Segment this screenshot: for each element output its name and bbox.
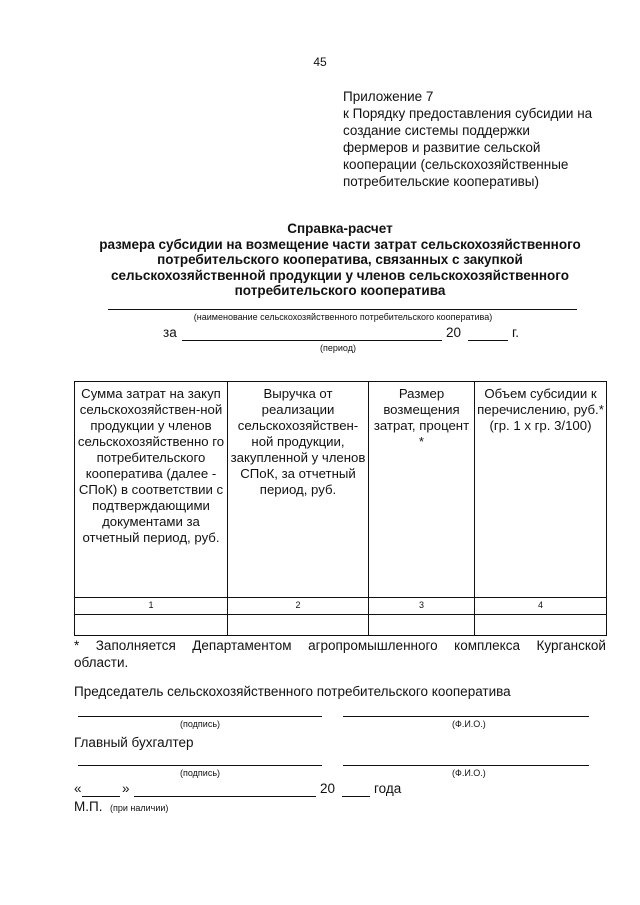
footnote-word: * xyxy=(74,638,80,653)
header-cell-subsidy: Объем субсидии к перечислению, руб.* (гр. 1 х гр. 3/100) xyxy=(475,382,607,598)
stamp-label: М.П. xyxy=(74,799,103,814)
footnote-word: Департаментом xyxy=(192,638,292,653)
period-year-suffix: г. xyxy=(512,325,520,340)
title-line: Справка-расчет xyxy=(287,221,393,236)
date-year-line[interactable] xyxy=(342,796,370,797)
period-line[interactable] xyxy=(182,340,442,341)
accountant-signature-line[interactable] xyxy=(78,765,322,766)
stamp-note: (при наличии) xyxy=(110,803,169,813)
appendix-line: кооперации (сельскохозяйственные xyxy=(343,157,569,172)
footnote-line-2: области. xyxy=(74,655,129,670)
chairman-label: Председатель сельскохозяйственного потребительского кооператива xyxy=(74,684,511,699)
title-line: потребительского кооператива xyxy=(234,283,446,298)
period-year-line[interactable] xyxy=(468,340,508,341)
accountant-fio-caption: (Ф.И.О.) xyxy=(452,768,486,778)
footnote-word: Заполняется xyxy=(95,638,176,653)
appendix-line: Приложение 7 xyxy=(343,89,434,104)
accountant-label: Главный бухгалтер xyxy=(74,735,194,750)
date-year-suffix: года xyxy=(374,781,402,796)
column-number: 4 xyxy=(475,598,607,615)
chairman-fio-caption: (Ф.И.О.) xyxy=(452,719,486,729)
title-line: сельскохозяйственной продукции у членов сельскохозяйственного xyxy=(111,267,569,283)
footnote-word: агропромышленного xyxy=(308,638,438,653)
data-cell[interactable] xyxy=(369,615,475,636)
appendix-line: потребительские кооперативы) xyxy=(343,174,540,189)
cooperative-name-caption: (наименование сельскохозяйственного потребительского кооператива) xyxy=(193,312,493,322)
chairman-signature-line[interactable] xyxy=(78,716,322,717)
page-number: 45 xyxy=(313,55,327,69)
date-year-prefix: 20 xyxy=(320,781,336,796)
chairman-signature-caption: (подпись) xyxy=(180,719,221,729)
column-number: 3 xyxy=(369,598,475,615)
table-header-row xyxy=(75,382,607,598)
data-cell[interactable] xyxy=(228,615,369,636)
date-close-quote: » xyxy=(122,781,130,796)
chairman-fio-line[interactable] xyxy=(343,716,589,717)
period-prefix: за xyxy=(163,325,177,340)
footnote xyxy=(74,637,606,671)
document-title xyxy=(60,221,620,299)
table-data-row xyxy=(75,615,607,636)
cooperative-name-line[interactable] xyxy=(108,309,577,310)
appendix-line: фермеров и развитие сельской xyxy=(343,140,541,155)
data-cell[interactable] xyxy=(475,615,607,636)
date-day-line[interactable] xyxy=(82,796,120,797)
period-caption: (период) xyxy=(320,343,356,353)
calculation-table xyxy=(74,381,607,636)
date-open-quote: « xyxy=(74,781,82,796)
header-cell-rate: Размер возмещения затрат, процент * xyxy=(369,382,475,598)
period-year-prefix: 20 xyxy=(446,325,462,340)
appendix-line: создание системы поддержки xyxy=(343,123,530,138)
appendix-heading xyxy=(343,88,628,190)
title-line: размера субсидии на возмещение части затрат сельскохозяйственного xyxy=(99,236,581,252)
column-number: 2 xyxy=(228,598,369,615)
title-line: потребительского кооператива, связанных с закупкой xyxy=(157,252,523,267)
column-number-row xyxy=(75,598,607,615)
header-cell-costs: Сумма затрат на закуп сельскохозяйствен-ной продукции у членов сельскохозяйственно го потребительского кооператива (далее - СПоК) в соответствии с подтверждающими документами за отчетный период, руб. xyxy=(75,382,228,598)
header-cell-revenue: Выручка от реализации сельскохозяйствен-ной продукции, закупленной у членов СПоК, за отчетный период, руб. xyxy=(228,382,369,598)
accountant-fio-line[interactable] xyxy=(343,765,589,766)
data-cell[interactable] xyxy=(75,615,228,636)
date-month-line[interactable] xyxy=(134,796,316,797)
appendix-line: к Порядку предоставления субсидии на xyxy=(343,106,593,121)
column-number: 1 xyxy=(75,598,228,615)
accountant-signature-caption: (подпись) xyxy=(180,768,221,778)
footnote-word: комплекса xyxy=(454,638,520,653)
footnote-word: Курганской xyxy=(536,638,606,653)
